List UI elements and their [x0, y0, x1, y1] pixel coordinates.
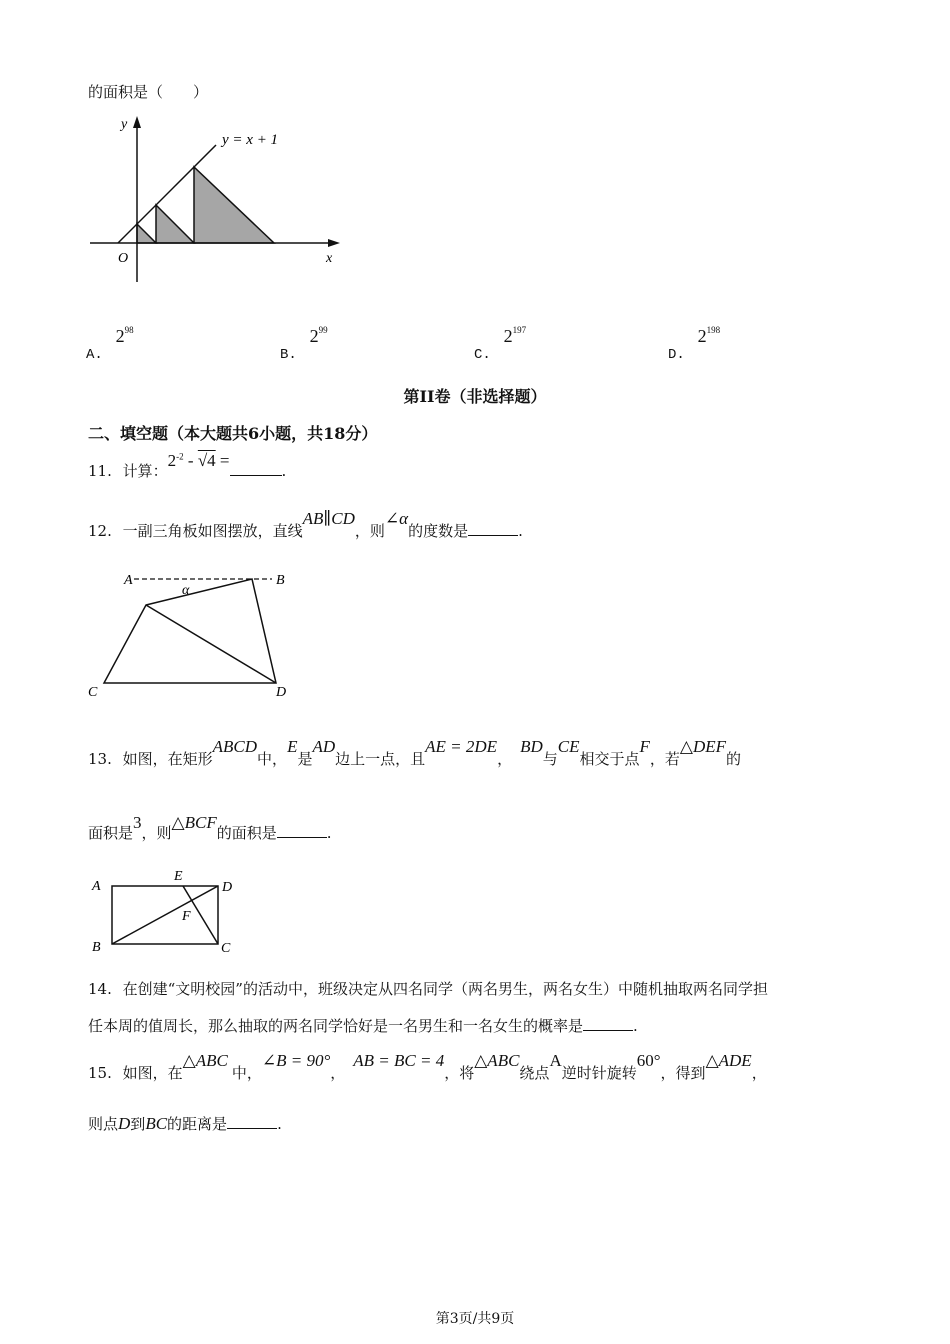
q11-answer-blank[interactable]: [230, 461, 282, 476]
q13-label-c: C: [221, 941, 231, 956]
q10-triangle-3: [194, 167, 274, 243]
page-footer: 第3页/共9页: [435, 1311, 515, 1327]
part2-title: 第II卷（非选择题）: [403, 387, 547, 406]
q12-figure: [86, 567, 296, 702]
q13-label-a: A: [92, 879, 101, 894]
q10-tail-text: 的面积是（ ）: [88, 83, 209, 101]
q15-line1: 15. 如图，在△ABC中，∠B = 90°，AB = BC = 4，将△ABC绕点A逆时针旋转60°，得到△ADE，: [88, 1051, 767, 1082]
q10-y-label: y: [121, 117, 128, 132]
q14-answer-blank[interactable]: [583, 1016, 633, 1031]
q13-label-d: D: [222, 880, 233, 895]
q10-option-c[interactable]: C. $2^{197}$: [474, 325, 527, 363]
q10-x-arrow: [328, 239, 340, 247]
q13-diagonal-bd: [112, 886, 218, 944]
q12-diagonal: [146, 605, 276, 683]
q13-answer-blank[interactable]: [277, 823, 327, 838]
q10-line-label: y = x + 1: [222, 132, 279, 148]
q13-line1: 13. 如图，在矩形ABCD中，E是AD边上一点，且AE = 2DE，BD与CE相交于点F，若△DEF的: [88, 737, 742, 768]
q13-figure: [88, 866, 248, 958]
q13-label-b: B: [92, 940, 101, 955]
q10-option-d[interactable]: D. $2^{198}$: [668, 325, 721, 363]
q12-label-b: B: [276, 573, 285, 588]
q10-origin-label: O: [118, 251, 129, 266]
q12-answer-blank[interactable]: [468, 521, 518, 536]
q12-label-c: C: [88, 685, 98, 700]
q10-x-label: x: [326, 251, 333, 266]
q14-line2: 任本周的值周长，那么抽取的两名同学恰好是一名男生和一名女生的概率是 .: [88, 1017, 638, 1035]
q12-label-d: D: [276, 685, 287, 700]
q10-triangle-1: [137, 224, 156, 243]
q12-label-alpha: α: [182, 583, 190, 598]
q13-label-e: E: [174, 869, 183, 884]
q10-triangle-2: [156, 205, 194, 243]
q10-option-a[interactable]: A. $2^{98}$: [86, 325, 134, 363]
q12: 12. 一副三角板如图摆放，直线AB∥CD，则∠α的度数是 .: [88, 509, 523, 540]
q10-option-b[interactable]: B. $2^{99}$: [280, 325, 328, 363]
q10-graph: [88, 112, 348, 287]
q15-line2: 则点D到BC的距离是 .: [88, 1114, 282, 1133]
q12-label-a: A: [124, 573, 133, 588]
q13-line2: 面积是3，则△BCF的面积是 .: [88, 813, 332, 842]
q11-expression: $2^{-2} - √4$ =: [167, 451, 230, 470]
q10-y-arrow: [133, 116, 141, 128]
q15-answer-blank[interactable]: [227, 1114, 277, 1129]
q11: 11. 计算：$2^{-2} - √4$ =.: [88, 451, 287, 480]
q14-line1: 14. 在创建“文明校园”的活动中，班级决定从四名同学（两名男生，两名女生）中随机抽取两名同学担: [88, 980, 768, 998]
q13-label-f: F: [182, 909, 191, 924]
section2-title: 二、填空题（本大题共6小题，共18分）: [88, 424, 378, 443]
